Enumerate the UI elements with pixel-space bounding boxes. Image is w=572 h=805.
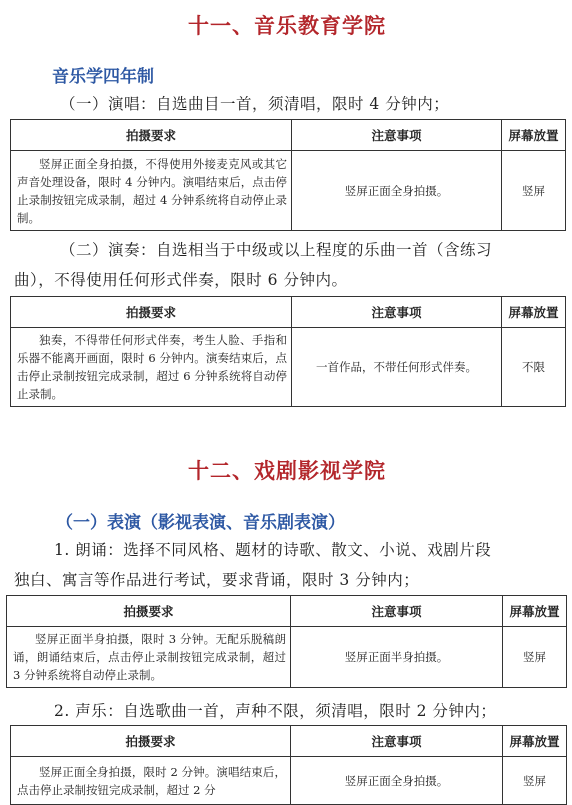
screen-cell: 竖屏 — [503, 757, 567, 805]
col-header-requirements: 拍摄要求 — [11, 120, 292, 151]
section12-table2 — [10, 725, 567, 805]
col-header-notes: 注意事项 — [292, 297, 502, 328]
section12-subtitle: （一）表演（影视表演、音乐剧表演） — [56, 513, 345, 533]
section12-item2-text: 2. 声乐：自选歌曲一首，声种不限，须清唱，限时 2 分钟内； — [54, 702, 497, 720]
section11-title: 十一、音乐教育学院 — [188, 13, 386, 38]
screen-cell: 不限 — [502, 328, 566, 407]
requirement-cell: 竖屏正面全身拍摄，限时 2 分钟。演唱结束后，点击停止录制按钮完成录制，超过 2 分 — [11, 757, 291, 805]
col-header-screen: 屏幕放置 — [503, 726, 567, 757]
section12-title: 十二、戏剧影视学院 — [188, 458, 386, 483]
col-header-requirements: 拍摄要求 — [11, 726, 291, 757]
section11-table1 — [10, 119, 566, 231]
note-cell: 竖屏正面全身拍摄。 — [291, 757, 503, 805]
requirement-cell: 竖屏正面半身拍摄，限时 3 分钟。无配乐脱稿朗诵，朗诵结束后，点击停止录制按钮完成录制，超过 3 分钟系统将自动停止录制。 — [7, 627, 291, 688]
col-header-notes: 注意事项 — [292, 120, 502, 151]
col-header-screen: 屏幕放置 — [502, 297, 566, 328]
col-header-requirements: 拍摄要求 — [11, 297, 292, 328]
screen-cell: 竖屏 — [502, 151, 566, 231]
section11-table2 — [10, 296, 566, 407]
section11-item2-text-line2: 曲），不得使用任何形式伴奏，限时 6 分钟内。 — [14, 271, 348, 289]
screen-cell: 竖屏 — [503, 627, 567, 688]
requirement-cell: 竖屏正面全身拍摄，不得使用外接麦克风或其它声音处理设备，限时 4 分钟内。演唱结束后，点击停止录制按钮完成录制，超过 4 分钟系统将自动停止录制。 — [11, 151, 292, 231]
section12-item1-text-line2: 独白、寓言等作品进行考试，要求背诵，限时 3 分钟内； — [14, 571, 420, 589]
col-header-notes: 注意事项 — [291, 596, 503, 627]
section11-item2-text-line1: （二）演奏：自选相当于中级或以上程度的乐曲一首（含练习 — [60, 241, 493, 259]
col-header-screen: 屏幕放置 — [503, 596, 567, 627]
note-cell: 竖屏正面半身拍摄。 — [291, 627, 503, 688]
col-header-screen: 屏幕放置 — [502, 120, 566, 151]
section11-item1-text: （一）演唱：自选曲目一首，须清唱，限时 4 分钟内； — [60, 95, 450, 113]
section12-item1-text-line1: 1. 朗诵：选择不同风格、题材的诗歌、散文、小说、戏剧片段 — [54, 541, 492, 559]
note-cell: 一首作品，不带任何形式伴奏。 — [292, 328, 502, 407]
section12-table1 — [6, 595, 567, 688]
requirement-cell: 独奏，不得带任何形式伴奏，考生人脸、手指和乐器不能离开画面，限时 6 分钟内。演奏结束后，点击停止录制按钮完成录制，超过 6 分钟系统将自动停止录制。 — [11, 328, 292, 407]
col-header-notes: 注意事项 — [291, 726, 503, 757]
note-cell: 竖屏正面全身拍摄。 — [292, 151, 502, 231]
section11-subtitle: 音乐学四年制 — [52, 67, 154, 87]
col-header-requirements: 拍摄要求 — [7, 596, 291, 627]
